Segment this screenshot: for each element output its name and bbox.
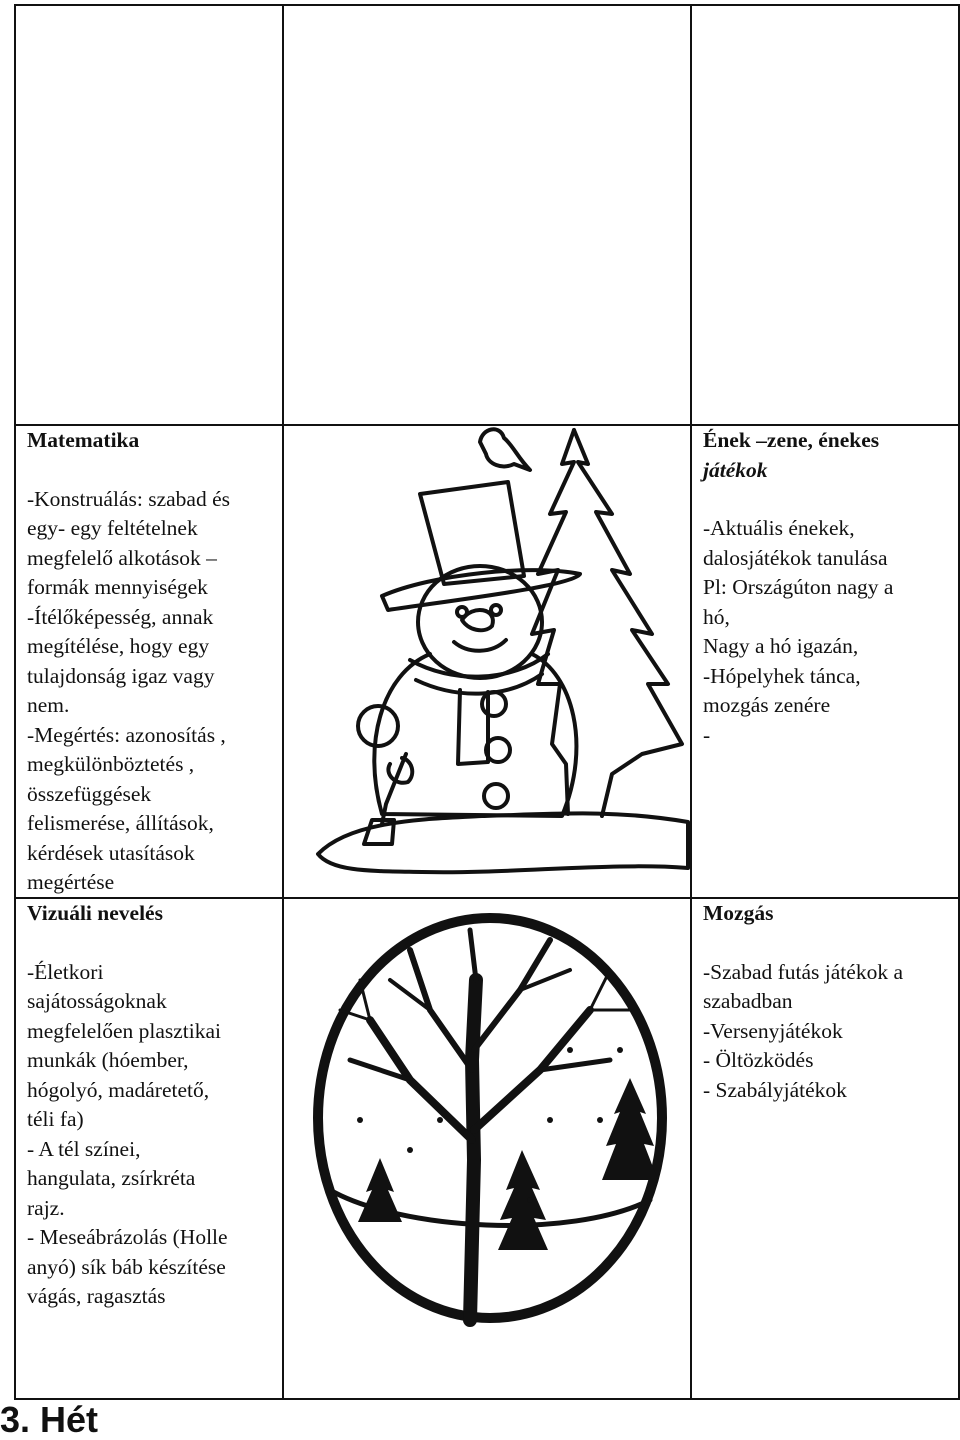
visual-line: hógolyó, madáretető,: [27, 1077, 210, 1102]
visual-line: -Életkori: [27, 959, 104, 984]
music-cell: [703, 426, 953, 750]
math-line: megkülönböztetés ,: [27, 752, 195, 776]
visual-line: anyó) sík báb készítése: [27, 1254, 226, 1279]
music-line: hó,: [703, 604, 730, 629]
music-title-line2: játékok: [703, 457, 768, 482]
math-line: megértése: [27, 870, 115, 894]
music-line: -Hópelyhek tánca,: [703, 663, 861, 688]
movement-line: - Szabályjátékok: [703, 1077, 847, 1102]
math-line: -Megértés: azonosítás ,: [27, 722, 226, 747]
movement-cell: [703, 899, 953, 1105]
visual-title: Vizuáli nevelés: [27, 901, 163, 925]
snowman-illustration: [312, 424, 692, 890]
grid-line-left: [14, 4, 16, 1400]
math-line: kérdések utasítások: [27, 840, 195, 865]
music-line: -Aktuális énekek,: [703, 516, 855, 540]
visual-line: sajátosságoknak: [27, 989, 167, 1013]
math-line: nem.: [27, 693, 70, 717]
movement-line: -Szabad futás játékok a: [703, 959, 903, 984]
movement-title: Mozgás: [703, 901, 774, 925]
math-line: megítélése, hogy egy: [27, 634, 210, 658]
visual-line: téli fa): [27, 1107, 84, 1131]
grid-line-top: [14, 4, 960, 6]
visual-line: - A tél színei,: [27, 1136, 141, 1161]
winter-tree-illustration: [300, 900, 680, 1340]
visual-line: megfelelően plasztikai: [27, 1018, 222, 1043]
week-label: 3. Hét: [0, 1399, 99, 1440]
math-title: Matematika: [27, 428, 140, 452]
movement-line: - Öltözködés: [703, 1048, 814, 1072]
visual-line: munkák (hóember,: [27, 1048, 189, 1072]
music-line: Pl: Országúton nagy a: [703, 575, 894, 599]
movement-line: szabadban: [703, 989, 793, 1013]
math-cell: [27, 426, 277, 898]
music-line: mozgás zenére: [703, 693, 831, 717]
math-line: megfelelő alkotások –: [27, 545, 217, 570]
math-line: felismerése, állítások,: [27, 811, 214, 835]
math-line: összefüggések: [27, 781, 152, 806]
movement-line: -Versenyjátékok: [703, 1018, 843, 1043]
visual-line: - Meseábrázolás (Holle: [27, 1225, 228, 1249]
math-line: egy- egy feltételnek: [27, 516, 198, 540]
grid-line-bottom: [14, 1398, 960, 1400]
music-line: -: [703, 722, 711, 747]
music-title: Ének –zene, énekes: [703, 428, 880, 452]
math-line: -Konstruálás: szabad és: [27, 486, 230, 511]
music-line: dalosjátékok tanulása: [703, 545, 888, 570]
visual-line: hangulata, zsírkréta: [27, 1166, 196, 1190]
math-line: -Ítélőképesség, annak: [27, 604, 214, 629]
math-line: tulajdonság igaz vagy: [27, 663, 215, 688]
math-line: formák mennyiségek: [27, 575, 208, 599]
visual-line: rajz.: [27, 1195, 65, 1220]
visual-cell: [27, 899, 277, 1312]
grid-line-col2: [282, 4, 284, 1400]
music-line: Nagy a hó igazán,: [703, 634, 859, 658]
visual-line: vágás, ragasztás: [27, 1284, 166, 1308]
